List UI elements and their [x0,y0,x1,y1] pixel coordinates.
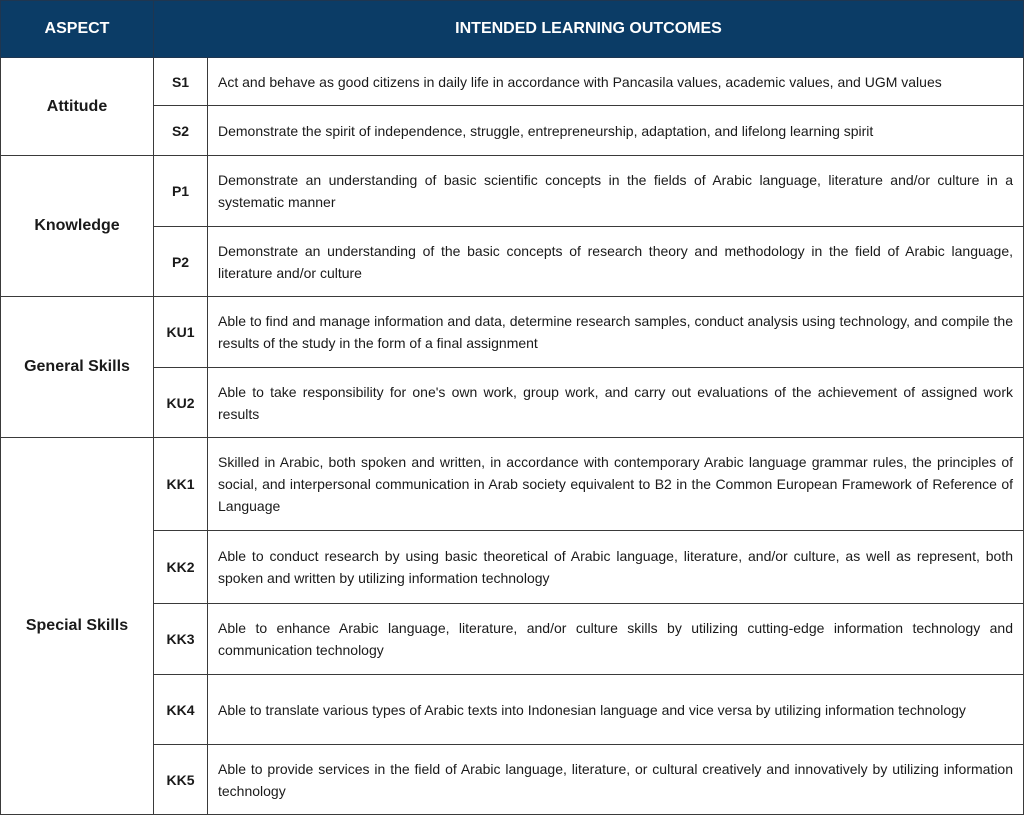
outcome-code: P1 [154,156,208,227]
outcomes-header: INTENDED LEARNING OUTCOMES [154,1,1024,58]
table-row [1,227,1024,297]
outcome-text: Demonstrate an understanding of basic scientific concepts in the fields of Arabic language, literature and/or culture in a systematic manner [208,156,1024,227]
outcome-text: Able to find and manage information and data, determine research samples, conduct analysis using technology, and compile the results of the study in the form of a final assignment [208,297,1024,368]
aspect-header: ASPECT [1,1,154,58]
outcome-text: Able to translate various types of Arabic texts into Indonesian language and vice versa by utilizing information technology [208,675,1024,745]
table-row [1,531,1024,604]
outcome-text: Demonstrate the spirit of independence, struggle, entrepreneurship, adaptation, and lifelong learning spirit [208,106,1024,156]
outcome-text: Able to provide services in the field of Arabic language, literature, or cultural creatively and innovatively by utilizing information technology [208,745,1024,815]
outcome-code: KU2 [154,368,208,438]
table-row [1,438,1024,531]
outcome-text: Able to enhance Arabic language, literature, and/or culture skills by utilizing cutting-edge information technology and communication technology [208,604,1024,675]
outcome-text: Able to conduct research by using basic theoretical of Arabic language, literature, and/or culture, as well as represent, both spoken and written by utilizing information technology [208,531,1024,604]
table-row [1,604,1024,675]
table-row [1,156,1024,227]
outcome-code: S1 [154,58,208,106]
aspect-cell-special-skills: Special Skills [1,438,154,815]
outcome-code: P2 [154,227,208,297]
table-row [1,745,1024,815]
table-row [1,675,1024,745]
outcome-text: Act and behave as good citizens in daily life in accordance with Pancasila values, academic values, and UGM values [208,58,1024,106]
outcome-code: KK3 [154,604,208,675]
outcome-code: KK4 [154,675,208,745]
table-row [1,58,1024,106]
outcome-text: Able to take responsibility for one's own work, group work, and carry out evaluations of the achievement of assigned work results [208,368,1024,438]
outcome-code: S2 [154,106,208,156]
outcome-code: KK1 [154,438,208,531]
table-row [1,106,1024,156]
aspect-cell-attitude: Attitude [1,58,154,156]
aspect-cell-knowledge: Knowledge [1,156,154,297]
table-row [1,368,1024,438]
outcome-text: Demonstrate an understanding of the basic concepts of research theory and methodology in the field of Arabic language, literature and/or culture [208,227,1024,297]
table-row [1,297,1024,368]
header-row [1,1,1024,58]
outcome-code: KK2 [154,531,208,604]
outcome-text: Skilled in Arabic, both spoken and written, in accordance with contemporary Arabic language grammar rules, the principles of social, and interpersonal communication in Arab society equivalent to B2 in the Common European Framework of Reference of Language [208,438,1024,531]
outcome-code: KU1 [154,297,208,368]
aspect-cell-general-skills: General Skills [1,297,154,438]
outcome-code: KK5 [154,745,208,815]
